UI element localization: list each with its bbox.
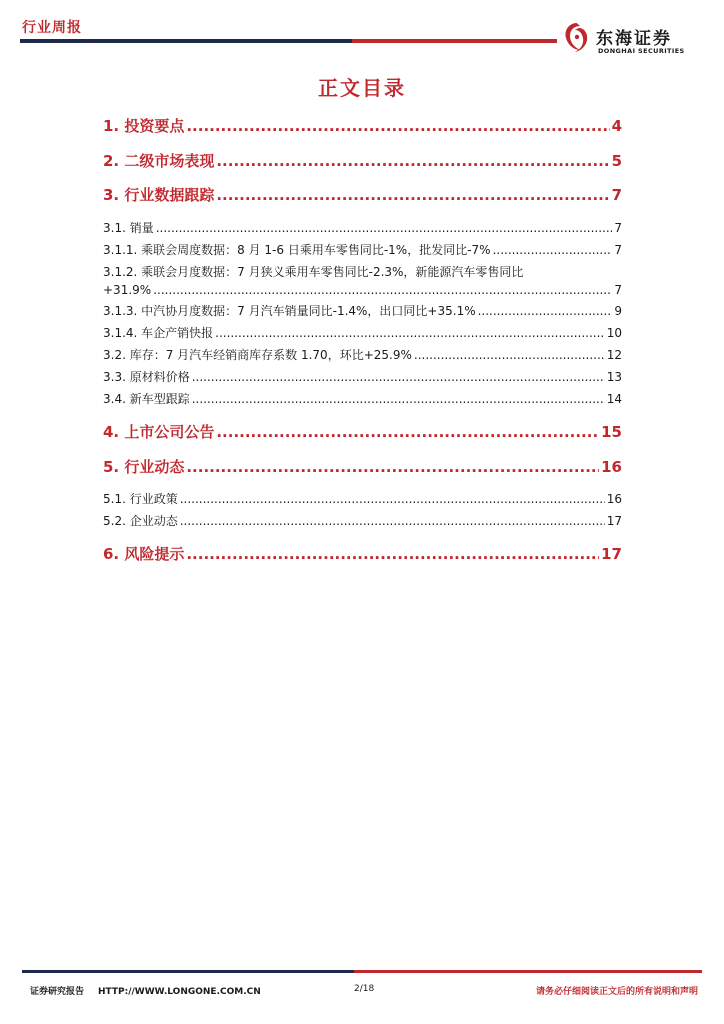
- logo-english-name: DONGHAI SECURITIES: [598, 47, 685, 55]
- toc-leader-dots: [216, 152, 609, 170]
- toc-entry-text: 5.2. 企业动态: [103, 514, 178, 528]
- toc-entry[interactable]: [103, 184, 622, 205]
- toc-entry[interactable]: [103, 456, 622, 477]
- toc-entry[interactable]: [103, 512, 622, 529]
- toc-leader-dots: [156, 221, 613, 235]
- toc-entry-page: 7: [611, 186, 622, 204]
- toc-entry-text: 2. 二级市场表现: [103, 152, 215, 170]
- header-rule-red: [352, 39, 557, 43]
- toc-title: 正文目录: [318, 76, 406, 100]
- toc-entry-text: 1. 投资要点: [103, 117, 185, 135]
- toc-entry[interactable]: [103, 421, 622, 442]
- toc-entry-text: 3.4. 新车型跟踪: [103, 392, 190, 406]
- toc-entry[interactable]: [103, 346, 622, 363]
- toc-entry[interactable]: [103, 368, 622, 385]
- toc-entry[interactable]: [103, 543, 622, 564]
- toc-entry[interactable]: [103, 150, 622, 171]
- toc-leader-dots: [192, 392, 605, 406]
- toc-entry[interactable]: [103, 390, 622, 407]
- toc-entry-text: 3.1.2. 乘联会月度数据：7 月狭义乘用车零售同比-2.3%，新能源汽车零售同比: [103, 265, 524, 279]
- dragon-logo-icon: [560, 20, 592, 56]
- footer-left: [30, 984, 261, 997]
- toc-leader-dots: [478, 304, 613, 318]
- footer-rule-red: [354, 970, 702, 973]
- toc-entry[interactable]: [103, 219, 622, 236]
- toc-leader-dots: [186, 117, 609, 135]
- toc-entry-page: 14: [606, 392, 622, 406]
- toc-entry-page: 4: [611, 117, 622, 135]
- toc-entry-page: 17: [601, 545, 622, 563]
- toc-entry[interactable]: [103, 490, 622, 507]
- footer-page-number: 2/18: [354, 984, 375, 994]
- toc-entry-text: 3.1.3. 中汽协月度数据：7 月汽车销量同比-1.4%，出口同比+35.1%: [103, 304, 476, 318]
- toc-entry-text: 3.1.4. 车企产销快报: [103, 326, 214, 340]
- toc-entry-page: 13: [606, 370, 622, 384]
- toc-entry-text: 4. 上市公司公告: [103, 423, 215, 441]
- toc-entry-text: 5. 行业动态: [103, 458, 185, 476]
- footer-disclaimer: 请务必仔细阅读正文后的所有说明和声明: [535, 987, 698, 997]
- toc-entry-text: 3.2. 库存：7 月汽车经销商库存系数 1.70，环比+25.9%: [103, 348, 412, 362]
- toc-entry-text: 3.1.1. 乘联会周度数据：8 月 1-6 日乘用车零售同比-1%，批发同比-7%: [103, 243, 491, 257]
- toc-entry-page: 16: [601, 458, 622, 476]
- header-rule-dark: [20, 39, 352, 43]
- toc-leader-dots: [192, 370, 605, 384]
- toc-entry[interactable]: [103, 302, 622, 319]
- toc-leader-dots: [180, 514, 605, 528]
- footer-rule-dark: [22, 970, 354, 973]
- toc-leader-dots: [414, 348, 605, 362]
- toc-entry-text: 5.1. 行业政策: [103, 492, 178, 506]
- toc-entry-page: 15: [601, 423, 622, 441]
- report-type-label: 行业周报: [22, 20, 82, 36]
- toc-entry-page: 9: [614, 304, 622, 318]
- toc-leader-dots: [180, 492, 605, 506]
- toc-entry-page: 16: [606, 492, 622, 506]
- toc-leader-dots: [215, 326, 605, 340]
- toc-leader-dots: [186, 458, 599, 476]
- toc-leader-dots: [216, 186, 609, 204]
- toc-entry[interactable]: [103, 324, 622, 341]
- toc-leader-dots: [186, 545, 599, 563]
- footer-report-label: 证券研究报告: [30, 987, 85, 997]
- toc-entry-text-continued: +31.9%: [103, 283, 152, 297]
- toc-leader-dots: [216, 423, 599, 441]
- toc-entry-text: 6. 风险提示: [103, 545, 185, 563]
- toc-entry-page: 7: [614, 221, 622, 235]
- toc-leader-dots: [153, 283, 612, 297]
- toc-entry-page: 10: [606, 326, 622, 340]
- toc-entry-text: 3.1. 销量: [103, 221, 154, 235]
- logo-chinese-name: 东海证券: [596, 29, 672, 49]
- toc-entry-page: 7: [614, 243, 622, 257]
- toc-entry-text: 3. 行业数据跟踪: [103, 186, 215, 204]
- toc-entry-page: 5: [611, 152, 622, 170]
- toc-entry-page: 17: [606, 514, 622, 528]
- toc-entry-page: 7: [614, 283, 622, 297]
- company-logo: [560, 20, 710, 60]
- toc-entry[interactable]: [103, 115, 622, 136]
- toc-entry-text: 3.3. 原材料价格: [103, 370, 190, 384]
- toc-leader-dots: [493, 243, 613, 257]
- toc-entry[interactable]: [103, 263, 622, 297]
- toc-entry-page: 12: [606, 348, 622, 362]
- footer-website-link[interactable]: HTTP://WWW.LONGONE.COM.CN: [98, 987, 261, 997]
- toc-entry[interactable]: [103, 241, 622, 258]
